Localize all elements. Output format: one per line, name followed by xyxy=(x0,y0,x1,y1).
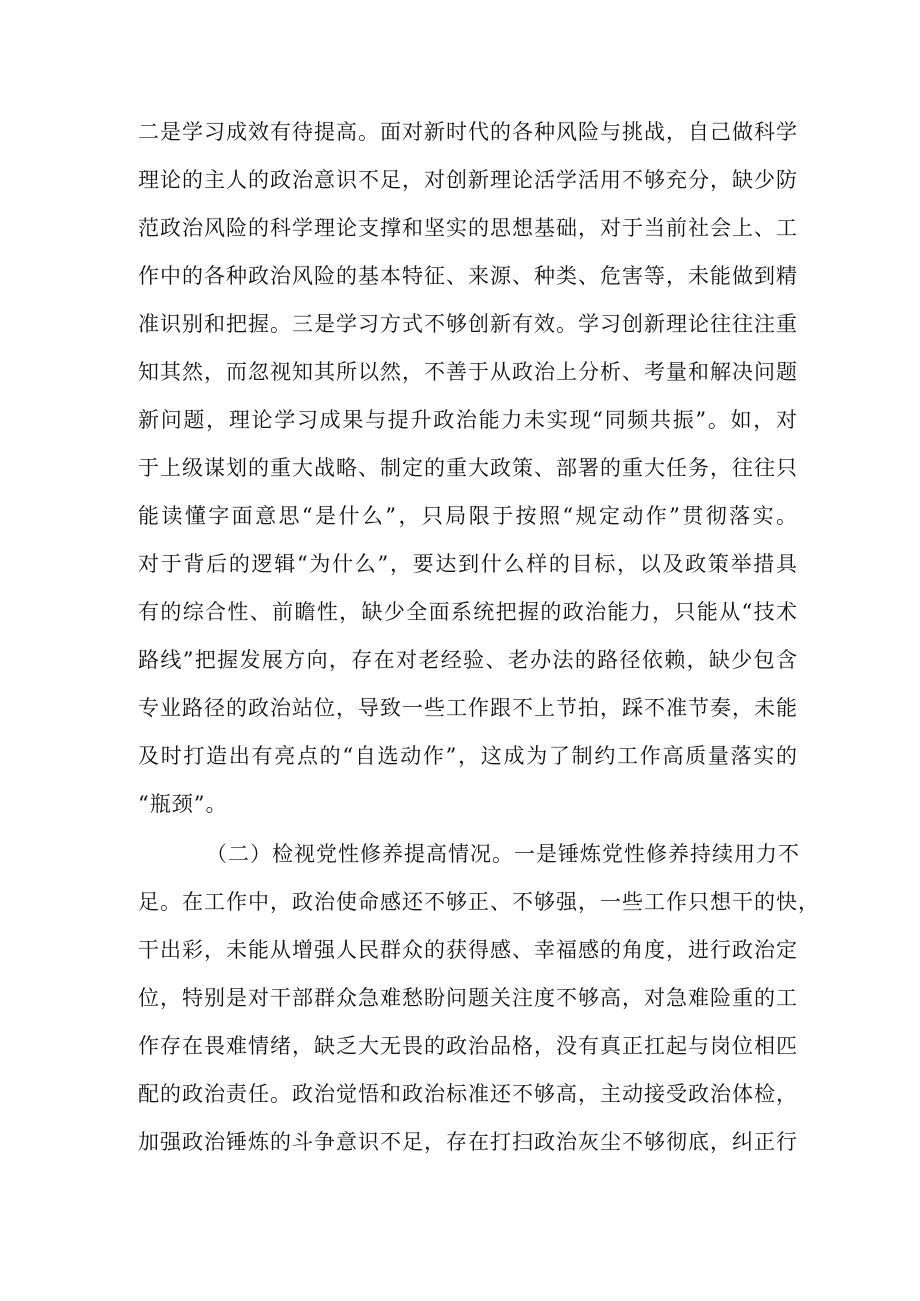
paragraph-line: 作存在畏难情绪，缺乏大无畏的政治品格，没有真正扛起与岗位相匹 xyxy=(138,1034,798,1058)
paragraph-line: （二）检视党性修养提高情况。一是锤炼党性修养持续用力不 xyxy=(206,842,800,866)
paragraph-line: 知其然，而忽视知其所以然，不善于从政治上分析、考量和解决问题 xyxy=(138,360,798,384)
paragraph-line: 新问题，理论学习成果与提升政治能力未实现“同频共振”。如，对 xyxy=(138,408,798,432)
paragraph-line: 专业路径的政治站位，导致一些工作跟不上节拍，踩不准节奏，未能 xyxy=(138,696,798,720)
paragraph-line: 理论的主人的政治意识不足，对创新理论活学活用不够充分，缺少防 xyxy=(138,168,798,192)
paragraph-line: 加强政治锤炼的斗争意识不足，存在打扫政治灰尘不够彻底，纠正行 xyxy=(138,1130,798,1154)
paragraph-line: 范政治风险的科学理论支撑和坚实的思想基础，对于当前社会上、工 xyxy=(138,216,798,240)
paragraph-line: “瓶颈”。 xyxy=(138,792,228,816)
paragraph-line: 路线”把握发展方向，存在对老经验、老办法的路径依赖，缺少包含 xyxy=(138,648,798,672)
paragraph-line: 足。在工作中，政治使命感还不够正、不够强，一些工作只想干的快， xyxy=(138,890,820,914)
paragraph-line: 于上级谋划的重大战略、制定的重大政策、部署的重大任务，往往只 xyxy=(138,456,798,480)
paragraph-1 xyxy=(138,108,798,828)
paragraph-line: 准识别和把握。三是学习方式不够创新有效。学习创新理论往往注重 xyxy=(138,312,798,336)
paragraph-line: 对于背后的逻辑“为什么”，要达到什么样的目标，以及政策举措具 xyxy=(138,552,798,576)
paragraph-line: 有的综合性、前瞻性，缺少全面系统把握的政治能力，只能从“技术 xyxy=(138,600,798,624)
paragraph-line: 位，特别是对干部群众急难愁盼问题关注度不够高，对急难险重的工 xyxy=(138,986,798,1010)
paragraph-line: 二是学习成效有待提高。面对新时代的各种风险与挑战，自己做科学 xyxy=(138,120,798,144)
paragraph-2 xyxy=(138,830,820,1166)
paragraph-line: 作中的各种政治风险的基本特征、来源、种类、危害等，未能做到精 xyxy=(138,264,798,288)
paragraph-line: 干出彩，未能从增强人民群众的获得感、幸福感的角度，进行政治定 xyxy=(138,938,798,962)
paragraph-line: 配的政治责任。政治觉悟和政治标准还不够高，主动接受政治体检， xyxy=(138,1082,798,1106)
paragraph-line: 及时打造出有亮点的“自选动作”，这成为了制约工作高质量落实的 xyxy=(138,744,798,768)
paragraph-line: 能读懂字面意思“是什么”，只局限于按照“规定动作”贯彻落实。 xyxy=(138,504,798,528)
